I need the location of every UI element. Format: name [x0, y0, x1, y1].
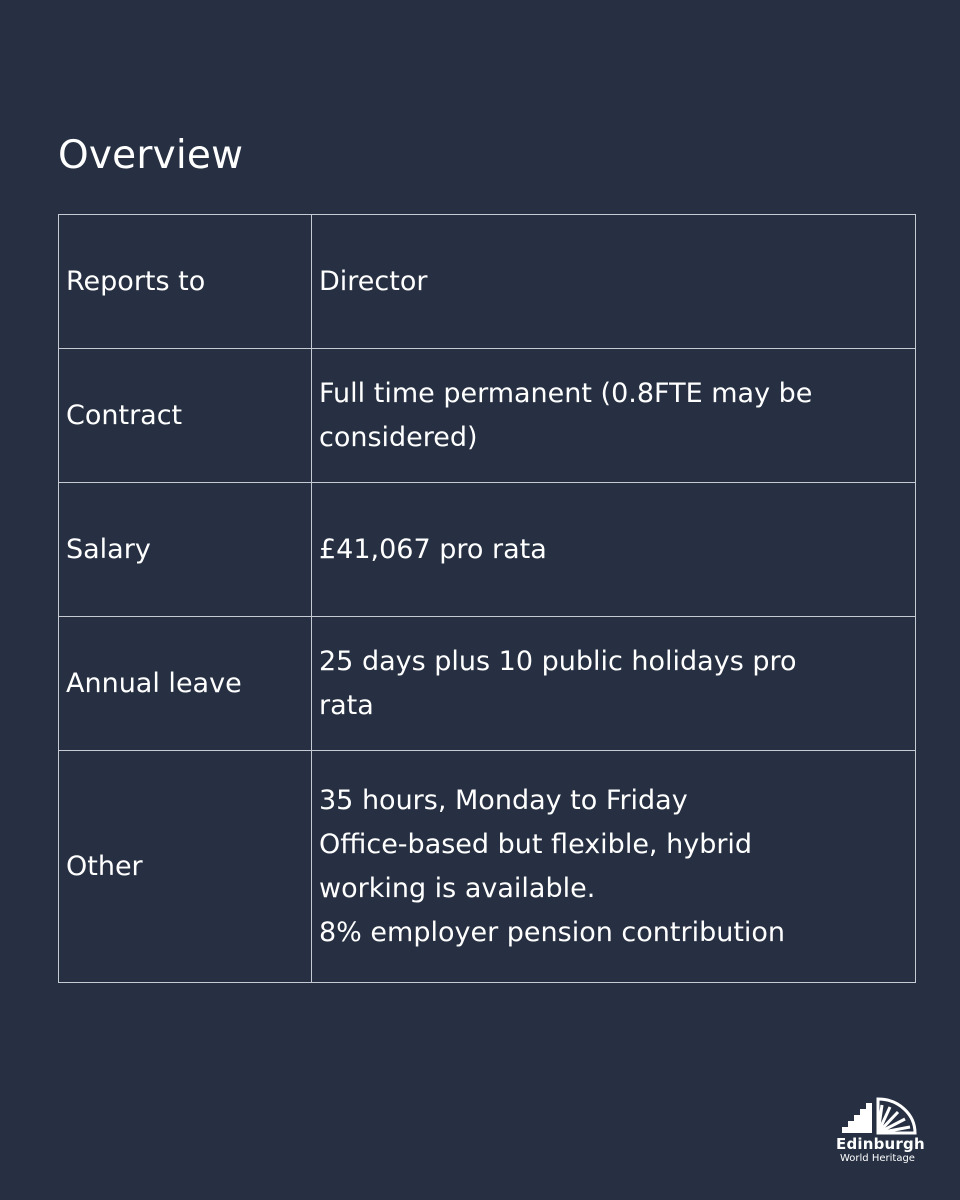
row-value: [312, 349, 916, 483]
page-title: Overview: [58, 133, 244, 178]
row-value: [312, 215, 916, 349]
table-row-contract: [59, 349, 916, 483]
edinburgh-world-heritage-logo: [830, 1093, 930, 1173]
value-line: 8% employer pension contribution: [319, 916, 786, 948]
value-line: £41,067 pro rata: [319, 533, 547, 565]
value-line: working is available.: [319, 872, 596, 904]
row-value: [312, 751, 916, 983]
stairs-and-arch-icon: [830, 1093, 930, 1135]
overview-table: [58, 214, 916, 983]
row-value: [312, 617, 916, 751]
value-line: considered): [319, 421, 478, 453]
row-value: [312, 483, 916, 617]
value-line: rata: [319, 689, 374, 721]
row-label: Other: [59, 751, 312, 983]
table-row-other: [59, 751, 916, 983]
row-label: Contract: [59, 349, 312, 483]
row-label: Annual leave: [59, 617, 312, 751]
table-row-annual-leave: [59, 617, 916, 751]
table-row-reports-to: [59, 215, 916, 349]
logo-subtitle: World Heritage: [840, 1153, 915, 1164]
table-row-salary: [59, 483, 916, 617]
row-label: Salary: [59, 483, 312, 617]
value-line: Director: [319, 265, 428, 297]
row-label: Reports to: [59, 215, 312, 349]
value-line: Full time permanent (0.8FTE may be: [319, 377, 813, 409]
value-line: 25 days plus 10 public holidays pro: [319, 645, 797, 677]
value-line: 35 hours, Monday to Friday: [319, 784, 688, 816]
logo-name: Edinburgh: [836, 1135, 925, 1153]
value-line: Office-based but flexible, hybrid: [319, 828, 753, 860]
